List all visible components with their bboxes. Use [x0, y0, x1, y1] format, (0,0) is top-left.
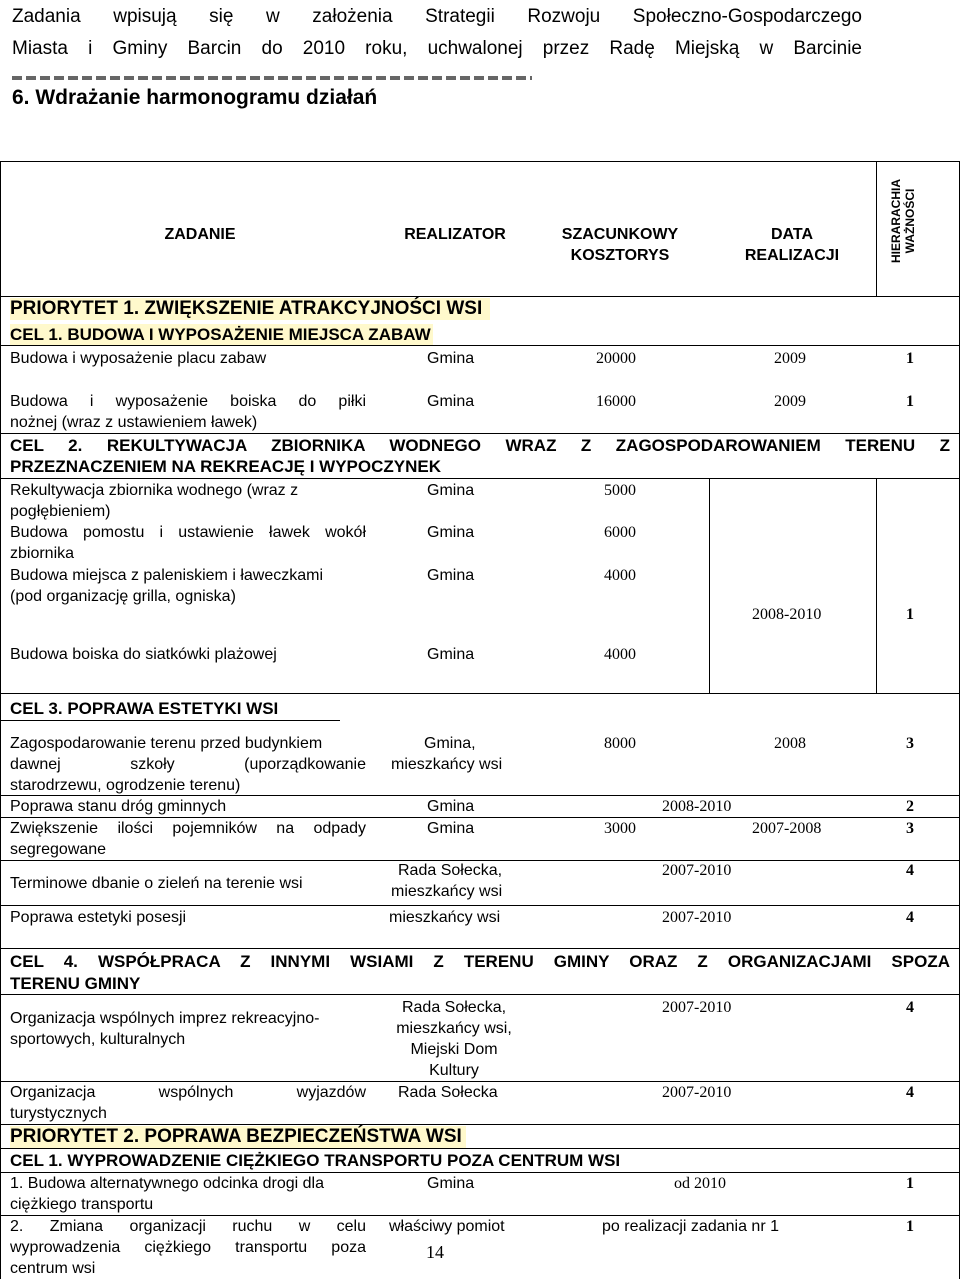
p2-row1-who: Gmina [427, 1175, 475, 1192]
cel3-row2-who: Gmina [427, 798, 475, 815]
cel2-row2-who: Gmina [427, 524, 475, 541]
cel3-row1-task-2: dawnej szkoły (uporządkowanie [10, 756, 366, 773]
cel1-divider [0, 345, 960, 346]
cel1-title: CEL 1. BUDOWA I WYPOSAŻENIE MIEJSCA ZABAW [10, 325, 431, 344]
cel3-row5-task: Poprawa estetyki posesji [10, 909, 187, 926]
cel4-row2-rank: 4 [906, 1084, 914, 1101]
header-koszt-1: SZACUNKOWY [561, 226, 679, 243]
cel4-row2-date: 2007-2010 [662, 1084, 732, 1101]
cel2-row2-cost: 6000 [604, 524, 636, 541]
header-koszt-2: KOSZTORYS [570, 247, 670, 264]
cel3-row2-task: Poprawa stanu dróg gminnych [10, 798, 227, 815]
cel4-divider [0, 994, 960, 995]
cel2-row1-cost: 5000 [604, 482, 636, 499]
cel4-row2-task-1: Organizacja wspólnych wyjazdów [10, 1084, 366, 1101]
p2-row1-rank: 1 [906, 1175, 914, 1192]
cel3-row5-who: mieszkańcy wsi [389, 909, 501, 926]
cel3-row1-rank: 3 [906, 735, 914, 752]
header-col-divider [876, 161, 877, 297]
cel2-row4-cost: 4000 [604, 646, 636, 663]
cel3-row3-rank: 3 [906, 820, 914, 837]
p2-row2-rank: 1 [906, 1218, 914, 1235]
cel3-row2-date: 2008-2010 [662, 798, 732, 815]
p2-row1-task-1: 1. Budowa alternatywnego odcinka drogi dla [10, 1175, 324, 1192]
p2-row2-task-2: wyprowadzenia ciężkiego transportu poza [10, 1239, 366, 1256]
priorytet-1-title: PRIORYTET 1. ZWIĘKSZENIE ATRAKCYJNOŚCI WSI [10, 298, 490, 320]
p2-row2-who: właściwy pomiot [389, 1218, 505, 1235]
cel2-row3-who: Gmina [427, 567, 475, 584]
p2-cel1-title: CEL 1. WYPROWADZENIE CIĘŻKIEGO TRANSPORTU POZA CENTRUM WSI [10, 1151, 621, 1170]
cel2-rank: 1 [906, 606, 914, 623]
cel1-row2-task-2: nożnej (wraz z ustawieniem ławek) [10, 414, 258, 431]
cel4-row2-task-2: turystycznych [10, 1105, 107, 1122]
cel4-top-divider [0, 948, 960, 949]
cel2-date-left-border [709, 478, 710, 693]
cel3-row3-who: Gmina [427, 820, 475, 837]
page-number: 14 [426, 1242, 444, 1262]
cel1-row1-rank: 1 [906, 350, 914, 367]
cel1-row1-task: Budowa i wyposażenie placu zabaw [10, 350, 267, 367]
cel3-row1-date: 2008 [774, 735, 806, 752]
priorytet-2-title: PRIORYTET 2. POPRAWA BEZPIECZEŃSTWA WSI [10, 1126, 466, 1148]
cel2-title-1: CEL 2. REKULTYWACJA ZBIORNIKA WODNEGO WRAZ Z ZAGOSPODAROWANIEM TERENU Z [10, 436, 950, 455]
header-data-1: DATA [770, 226, 814, 243]
cel2-top-divider [0, 433, 960, 434]
cel4-row2-who: Rada Sołecka [398, 1084, 498, 1101]
cel3-row1-task-3: starodrzewu, ogrodzenie terenu) [10, 777, 241, 794]
cel3-row3-task-1: Zwiększenie ilości pojemników na odpady [10, 820, 366, 837]
header-hierarchia [881, 166, 921, 292]
cel3-row2-rank: 2 [906, 798, 914, 815]
header-data-2: REALIZACJI [744, 247, 840, 264]
cel3-row4-who-2: mieszkańcy wsi [391, 883, 503, 900]
cel1-row2-date: 2009 [774, 393, 806, 410]
cel3-row1-who-2: mieszkańcy wsi [391, 756, 503, 773]
cel2-divider [0, 478, 960, 479]
cel2-row1-task-1: Rekultywacja zbiornika wodnego (wraz z [10, 482, 299, 499]
cel3-row4-task: Terminowe dbanie o zieleń na terenie wsi [10, 875, 303, 892]
cel4-row1-who-3: Miejski Dom [410, 1041, 498, 1058]
cel1-row1-cost: 20000 [596, 350, 636, 367]
cel3-row3-date: 2007-2008 [752, 820, 822, 837]
cel1-row2-rank: 1 [906, 393, 914, 410]
cel4-row1-who-1: Rada Sołecka, [401, 999, 507, 1016]
cel1-row1-who: Gmina [427, 350, 475, 367]
cel1-row2-cost: 16000 [596, 393, 636, 410]
cel4-title-2: TERENU GMINY [10, 974, 141, 993]
cel4-row1-rank: 4 [906, 999, 914, 1016]
cel2-row4-task: Budowa boiska do siatkówki plażowej [10, 646, 277, 663]
cel3-row3-task-2: segregowane [10, 841, 107, 858]
priorytet-2-divider [0, 1148, 960, 1149]
cel3-row1-cost: 8000 [604, 735, 636, 752]
cel2-row3-task-1: Budowa miejsca z paleniskiem i ławeczkami [10, 567, 324, 584]
cel2-row3-task-2: (pod organizację grilla, ogniska) [10, 588, 236, 605]
cel2-row4-who: Gmina [427, 646, 475, 663]
cel4-row1-task-1: Organizacja wspólnych imprez rekreacyjno- [10, 1010, 320, 1027]
cel3-top-divider [0, 693, 960, 694]
cel3-row4-date: 2007-2010 [662, 862, 732, 879]
intro-line-1: Zadania wpisują się w założenia Strategii Rozwoju Społeczno-Gospodarczego [12, 6, 862, 27]
cel4-title-1: CEL 4. WSPÓŁPRACA Z INNYMI WSIAMI Z TERENU GMINY ORAZ Z ORGANIZACJAMI SPOZA [10, 952, 950, 971]
cel3-row4-rank: 4 [906, 862, 914, 879]
header-hier-2: WAŻNOŚCI [903, 188, 917, 254]
header-bottom-border [0, 296, 960, 297]
intro-line-3-clipped [12, 72, 532, 80]
cel4-row1-task-2: sportowych, kulturalnych [10, 1031, 186, 1048]
header-realizator: REALIZATOR [404, 226, 506, 243]
table-top-border [0, 161, 960, 162]
cel3-title-underline [0, 720, 340, 721]
header-hier-1: HIERARACHIA [889, 179, 903, 263]
cel2-row1-task-2: pogłębieniem) [10, 503, 111, 520]
cel2-row2-task-2: zbiornika [10, 545, 75, 562]
cel4-row1-who-2: mieszkańcy wsi, [396, 1020, 512, 1037]
p2-row2-date: po realizacji zadania nr 1 [602, 1218, 779, 1235]
cel3-row5-date: 2007-2010 [662, 909, 732, 926]
cel4-row1-who-4: Kultury [429, 1062, 479, 1079]
cel2-title-2: PRZEZNACZENIEM NA REKREACJĘ I WYPOCZYNEK [10, 457, 442, 476]
cel2-row3-cost: 4000 [604, 567, 636, 584]
p2-row1-date: od 2010 [674, 1175, 726, 1192]
cel2-rank-left-border [876, 478, 877, 693]
p2-row2-task-3: centrum wsi [10, 1260, 96, 1277]
cel3-row1-task-1: Zagospodarowanie terenu przed budynkiem [10, 735, 323, 752]
header-zadanie: ZADANIE [164, 226, 236, 243]
cel1-row1-date: 2009 [774, 350, 806, 367]
cel4-row1-date: 2007-2010 [662, 999, 732, 1016]
cel3-row4-who-1: Rada Sołecka, [398, 862, 503, 879]
cel2-row1-who: Gmina [427, 482, 475, 499]
cel1-row2-task-1: Budowa i wyposażenie boiska do piłki [10, 393, 366, 410]
cel3-row4-divider [0, 905, 960, 906]
cel3-row5-rank: 4 [906, 909, 914, 926]
cel3-row1-who-1: Gmina, [424, 735, 476, 752]
cel2-row2-task-1: Budowa pomostu i ustawienie ławek wokół [10, 524, 366, 541]
cel2-date: 2008-2010 [752, 606, 822, 623]
cel1-row2-who: Gmina [427, 393, 475, 410]
cel3-title: CEL 3. POPRAWA ESTETYKI WSI [10, 699, 279, 718]
p2-row1-task-2: ciężkiego transportu [10, 1196, 154, 1213]
intro-line-2: Miasta i Gminy Barcin do 2010 roku, uchwalonej przez Radę Miejską w Barcinie [12, 38, 862, 59]
p2-row2-task-1: 2. Zmiana organizacji ruchu w celu [10, 1218, 366, 1235]
section-title: 6. Wdrażanie harmonogramu działań [12, 86, 378, 109]
priorytet-2-top-divider [0, 1124, 960, 1125]
cel3-row3-cost: 3000 [604, 820, 636, 837]
